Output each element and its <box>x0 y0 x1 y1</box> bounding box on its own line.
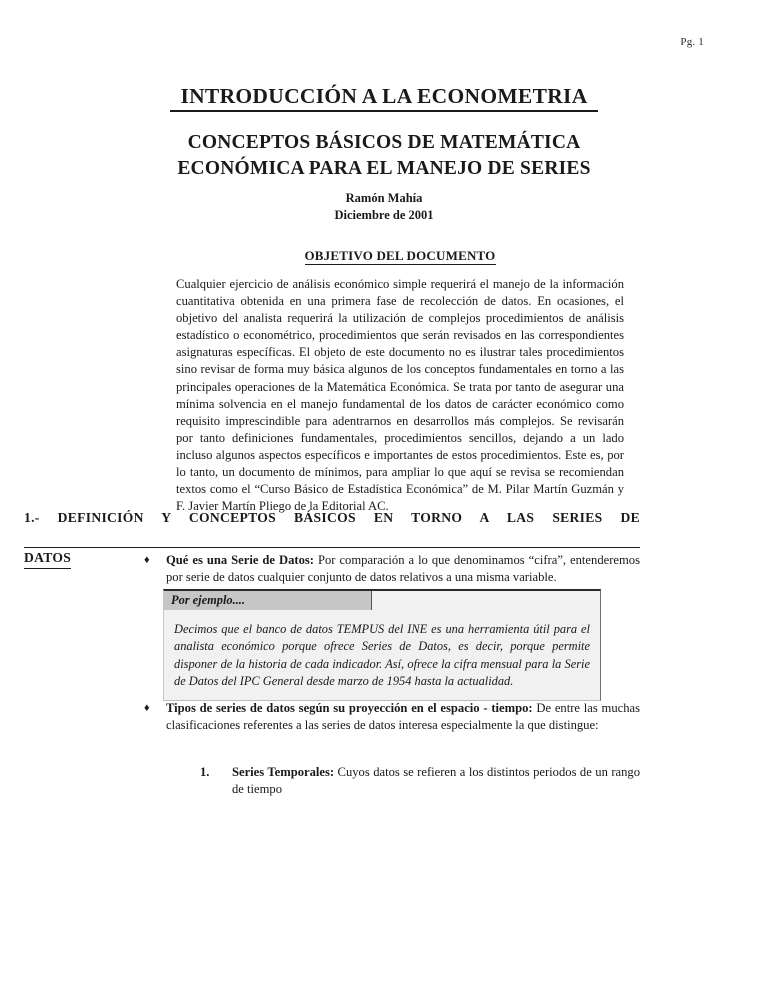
list-item <box>144 700 640 734</box>
example-callout-body: Decimos que el banco de datos TEMPUS del INE es una herramienta útil para el analista económico porque ofrece Series de Datos, es decir, porque permite disponer de la historia de cada indicador. Así, ofrece la cifra mensual para la Serie de Datos del IPC General desde marzo de 1954 hasta la actualidad. <box>174 622 590 688</box>
example-callout-header <box>164 591 600 610</box>
document-title-text: INTRODUCCIÓN A LA ECONOMETRIA <box>170 84 597 112</box>
list-item-lead: Tipos de series de datos según su proyección en el espacio - tiempo: <box>166 701 533 715</box>
example-callout-tag: Por ejemplo.... <box>164 591 372 610</box>
list-item-text: De entre las muchas clasificaciones referentes a las series de datos interesa especialmente la que distingue: <box>166 701 640 733</box>
numbered-list-item-lead: Series Temporales: <box>232 765 335 779</box>
document-subtitle <box>104 130 664 182</box>
section-1-heading-line-1: 1.- DEFINICIÓN Y CONCEPTOS BÁSICOS EN TORNO A LAS SERIES DE <box>24 508 640 548</box>
document-title <box>0 84 768 109</box>
example-callout-box <box>163 589 601 701</box>
document-subtitle-line-2: ECONÓMICA PARA EL MANEJO DE SERIES <box>177 158 591 179</box>
byline <box>0 190 768 223</box>
list-item-content <box>166 552 640 586</box>
numbered-list-item-content <box>232 764 640 798</box>
section-1-heading-line-2: DATOS <box>24 548 71 569</box>
numbered-list-item <box>200 764 640 798</box>
page-number: Pg. 1 <box>680 36 704 48</box>
list-item-text: Por comparación a lo que denominamos “cifra”, entenderemos por serie de datos cualquier conjunto de datos relativos a una misma variable. <box>166 553 640 585</box>
author-name: Ramón Mahía <box>345 191 423 205</box>
objective-heading-text: OBJETIVO DEL DOCUMENTO <box>304 248 496 263</box>
list-item-lead: Qué es una Serie de Datos: <box>166 553 314 567</box>
diamond-bullet-icon: ♦ <box>144 702 150 714</box>
list-item-content <box>166 700 640 734</box>
numbered-list-item-text: Cuyos datos se refieren a los distintos periodos de un rango de tiempo <box>232 765 640 797</box>
document-subtitle-line-1: CONCEPTOS BÁSICOS DE MATEMÁTICA <box>187 132 581 153</box>
numbered-list-item-number: 1. <box>200 765 210 779</box>
diamond-bullet-icon: ♦ <box>144 554 150 566</box>
example-callout-header-filler <box>372 591 600 610</box>
objective-heading <box>176 248 624 264</box>
objective-paragraph: Cualquier ejercicio de análisis económico simple requerirá el manejo de la información cuantitativa obtenida en una primera fase de recolección de datos. En ocasiones, el objetivo del analista requerirá la utilización de complejos procedimientos de análisis estadístico o econométrico, procedimientos que serán revisados en las correspondientes asignaturas específicas. El objeto de este documento no es ilustrar tales procedimientos sino revisar de forma muy básica algunos de los conceptos fundamentales en torno a las principales operaciones de la Matemática Económica. Se trata por tanto de asegurar una mínima solvencia en el manejo fundamental de los datos de carácter económico como requisito imprescindible para adentrarnos en desarrollos más complejos. Se revisarán por tanto definiciones fundamentales, procedimientos sencillos, dejando a un lado incluso algunos aspectos específicos e importantes de estos procedimientos. Este es, por lo tanto, un documento de mínimos, para ampliar lo que aquí se revisa se recomiendan textos como el “Curso Básico de Estadística Económica” de M. Pilar Martín Guzmán y F. Javier Martín Pliego de la Editorial AC. <box>176 277 624 514</box>
list-item <box>144 552 640 586</box>
document-date: Diciembre de 2001 <box>334 207 434 222</box>
